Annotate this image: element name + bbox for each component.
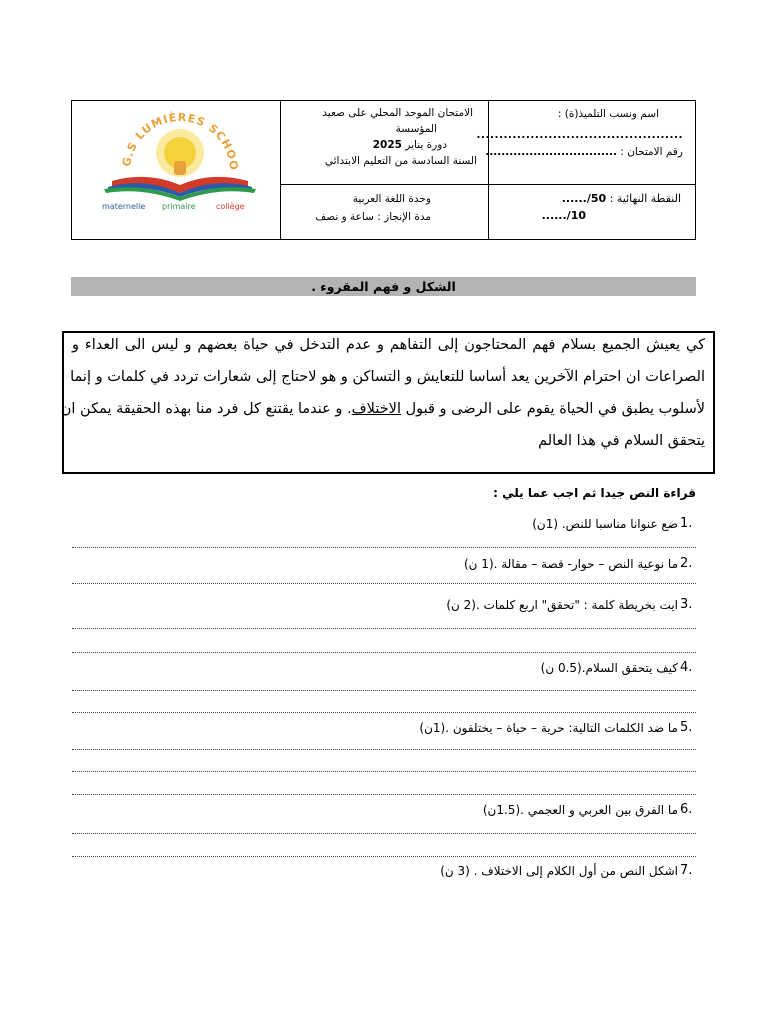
logo-level-college: collège [216,202,245,211]
school-logo [72,101,280,238]
exam-title-cell [287,105,477,169]
row-divider [280,184,695,185]
underlined-word: الاختلاف [351,401,401,417]
passage-line: يتحقق السلام في هذا العالم [538,433,705,449]
column-divider [488,101,489,239]
answer-line[interactable] [72,712,696,713]
answer-line[interactable] [72,547,696,548]
instructions: قراءة النص جيدا ثم اجب عما يلي : [493,486,696,500]
answer-line[interactable] [72,690,696,691]
sun-rays-icon [156,129,204,177]
exam-number-label: رقم الامتحان : [620,146,683,158]
question-number: 3. [680,597,693,612]
passage-line: الصراعات ان احترام الآخرين يعد أساسا للتعايش و التساكن و هو لاحتاج إلى شعارات تردد في كلمات و إنما [70,369,705,385]
book-icon [104,177,256,201]
logo-level-primaire: primaire [162,202,196,211]
reading-passage [62,331,715,474]
final-grade-value-2: 10/...... [541,209,586,222]
answer-line[interactable] [72,583,696,584]
final-grade-label: النقطة النهائية : [609,192,681,205]
duration-label: مدة الإنجاز : [377,211,431,223]
svg-text:G.S LUMIÈRES SCHOOL [72,101,240,171]
passage-text: . و عندما يقتنع كل فرد منا بهذه الحقيقة يمكن ان [60,401,352,417]
session-label: دورة يناير [405,139,447,151]
question-number: 1. [680,516,693,531]
subject-cell [291,190,431,226]
student-name-label: اسم ونسب التلميذ(ة) : [557,108,659,120]
answer-line[interactable] [72,794,696,795]
final-grade-value: 50/...... [561,192,607,205]
answer-line[interactable] [72,749,696,750]
answer-line[interactable] [72,628,696,629]
subject: وحدة اللغة العربية [352,193,431,205]
exam-title-2: المؤسسة [395,123,437,135]
student-name-field[interactable]: .............................................. [476,129,683,141]
section-title: الشكل و فهم المقروء . [71,277,696,296]
exam-number-field[interactable]: ................................. [485,146,617,158]
answer-line[interactable] [72,652,696,653]
question-text: اشكل النص من أول الكلام إلى الاختلاف . (3 ن) [440,864,678,878]
duration-value: ساعة و نصف [315,211,374,223]
question-text: ضع عنوانا مناسبا للنص. (1ن) [532,517,678,531]
passage-line: كي يعيش الجميع بسلام فهم المحتاجون إلى التفاهم و عدم التدخل في حياة بعضهم و ليس الى العداء و [72,337,705,353]
student-info-cell [476,107,683,160]
logo-level-maternelle: maternelle [102,202,146,211]
question-number: 7. [680,863,693,878]
passage-line [60,401,705,417]
passage-text: لأسلوب يطبق في الحياة يقوم على الرضى و قبول [405,401,705,417]
question-number: 4. [680,660,693,675]
grade-level: السنة السادسة من التعليم الابتدائي [324,155,477,167]
answer-line[interactable] [72,771,696,772]
exam-header-table [71,100,696,240]
question-number: 5. [680,720,693,735]
school-name: G.S LUMIÈRES SCHOO [120,110,241,172]
exam-title: الامتحان الموحد المحلي على صعيد [322,107,473,119]
question-text: ايت بخريطة كلمة : "تحقق" اربع كلمات .(2 ن) [446,598,678,612]
question-text: ما نوعية النص – حوار- قصة – مقالة .(1 ن) [463,557,678,571]
answer-line[interactable] [72,856,696,857]
answer-line[interactable] [72,833,696,834]
final-grade-cell [491,190,681,224]
question-number: 6. [680,802,693,817]
session-year: 2025 [372,139,402,151]
question-text: كيف يتحقق السلام.(0.5 ن) [540,661,678,675]
column-divider [280,101,281,239]
question-number: 2. [680,556,693,571]
question-text: ما ضد الكلمات التالية: حرية – حياة – يختلفون .(1ن) [419,721,678,735]
question-text: ما الفرق بين العربي و العجمي .(1.5ن) [482,803,678,817]
